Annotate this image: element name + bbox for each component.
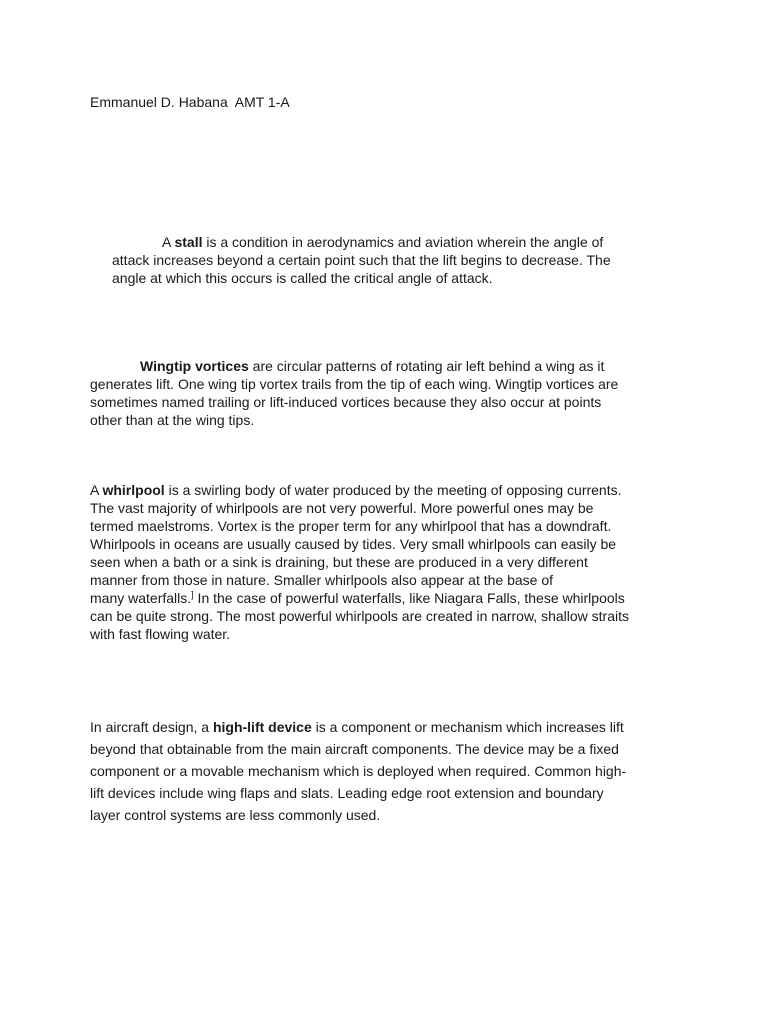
stall-line-3: angle at which this occurs is called the critical angle of attack. <box>112 270 493 286</box>
author-heading: Emmanuel D. Habana AMT 1-A <box>90 94 290 110</box>
whirl-text-1: is a swirling body of water produced by the meeting of opposing currents. <box>164 482 622 498</box>
whirl-text-7b: In the case of powerful waterfalls, like Niagara Falls, these whirlpools <box>193 590 625 606</box>
vortex-line-4: other than at the wing tips. <box>90 412 255 428</box>
term-whirlpool: whirlpool <box>102 482 165 498</box>
vortex-line-2: generates lift. One wing tip vortex trails from the tip of each wing. Wingtip vortices are <box>90 376 619 392</box>
whirl-text-7a: many waterfalls. <box>90 590 192 606</box>
reference-marker[interactable]: ] <box>191 589 194 600</box>
whirl-line-2: The vast majority of whirlpools are not very powerful. More powerful ones may be <box>90 500 594 516</box>
whirl-line-6: manner from those in nature. Smaller whirlpools also appear at the base of <box>90 572 554 588</box>
vortex-line-3: sometimes named trailing or lift-induced vortices because they also occur at points <box>90 394 602 410</box>
term-high-lift-device: high-lift device <box>212 719 312 735</box>
whirl-line-4: Whirlpools in oceans are usually caused by tides. Very small whirlpools can easily be <box>90 536 617 552</box>
highlift-line-4: lift devices include wing flaps and slats. Leading edge root extension and boundary <box>90 785 604 801</box>
whirl-line-3: termed maelstroms. Vortex is the proper term for any whirlpool that has a downdraft. <box>90 518 612 534</box>
paragraph-wingtip-vortices <box>90 357 668 429</box>
paragraph-stall <box>112 233 668 287</box>
whirl-line-1 <box>90 481 674 499</box>
whirl-prefix: A <box>90 482 103 498</box>
highlift-prefix: In aircraft design, a <box>90 719 213 735</box>
term-stall: stall <box>174 234 203 250</box>
stall-line-2: attack increases beyond a certain point such that the lift begins to decrease. The <box>112 252 611 268</box>
paragraph-high-lift-device <box>90 716 650 826</box>
highlift-line-3: component or a movable mechanism which is deployed when required. Common high- <box>90 763 627 779</box>
highlift-line-1 <box>90 716 650 738</box>
paragraph-whirlpool <box>90 481 674 643</box>
whirl-line-5: seen when a bath or a sink is draining, but these are produced in a very different <box>90 554 588 570</box>
stall-text-1: is a condition in aerodynamics and aviation wherein the angle of <box>202 234 604 250</box>
highlift-text-1: is a component or mechanism which increases lift <box>311 719 624 735</box>
whirl-line-9: with fast flowing water. <box>90 626 231 642</box>
stall-line-1 <box>112 233 668 251</box>
highlift-line-5: layer control systems are less commonly used. <box>90 807 381 823</box>
vortex-text-1: are circular patterns of rotating air left behind a wing as it <box>248 358 605 374</box>
term-wingtip-vortices: Wingtip vortices <box>140 358 249 374</box>
highlift-line-2: beyond that obtainable from the main aircraft components. The device may be a fixed <box>90 741 619 757</box>
stall-prefix: A <box>162 234 175 250</box>
whirl-line-7 <box>90 589 674 607</box>
vortex-line-1 <box>90 357 668 375</box>
whirl-line-8: can be quite strong. The most powerful whirlpools are created in narrow, shallow straits <box>90 608 630 624</box>
